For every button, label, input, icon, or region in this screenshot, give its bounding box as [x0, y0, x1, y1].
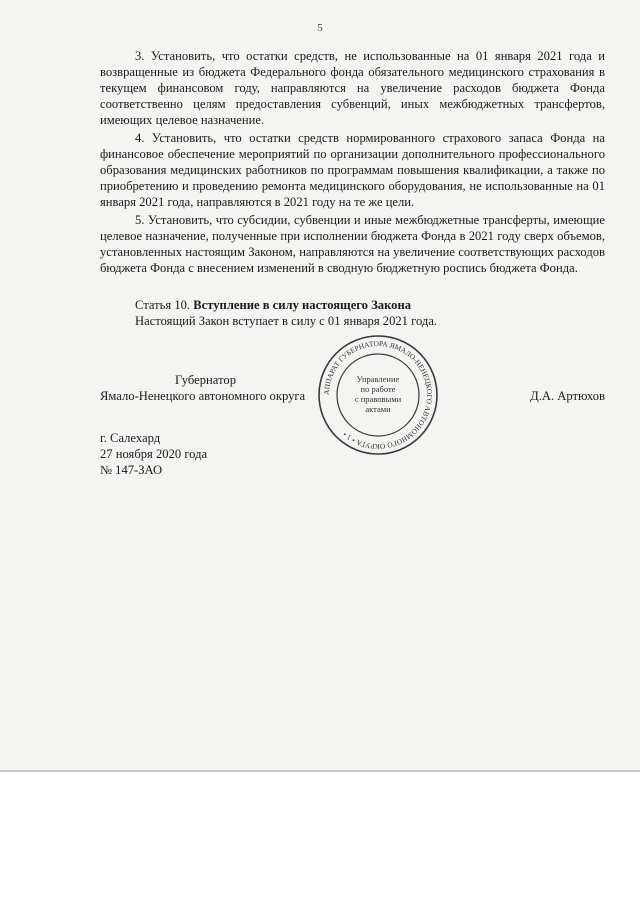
place-date-number [100, 430, 207, 478]
stamp-line-4: актами [365, 404, 391, 414]
signer-name: Д.А. Артюхов [530, 389, 605, 403]
stamp-line-1: Управление [356, 374, 400, 384]
article-title: Вступление в силу настоящего Закона [193, 298, 412, 312]
official-stamp [316, 333, 440, 457]
date: 27 ноября 2020 года [100, 447, 208, 461]
signer-title: Губернатор [175, 373, 236, 387]
signer-organization: Ямало-Ненецкого автономного округа [100, 389, 306, 403]
article-label: Статья 10. [135, 298, 191, 312]
law-number: № 147-ЗАО [100, 463, 163, 477]
article-heading [135, 297, 437, 313]
law-body [100, 48, 605, 278]
stamp-line-2: по работе [360, 384, 396, 394]
stamp-line-3: с правовыми [354, 394, 402, 404]
paragraph-3: 3. Установить, что остатки средств, не использованные на 01 января 2021 года и возвращенные из бюджета Федерального фонда обязательного медицинского страхования в текущем финансовом году, направляются на увеличение расходов бюджета Фонда соответственно целям предоставления субвенций, иных межбюджетных трансфертов, имеющих целевое назначение. [100, 49, 605, 127]
paragraph-4: 4. Установить, что остатки средств нормированного страхового запаса Фонда на финансовое обеспечение мероприятий по организации дополнительного профессионального образования медицинских работников по программам повышения квалификации, а также по приобретению и проведению ремонта медицинского оборудования, не использованные на 01 января 2021 года, направляются в 2021 году на те же цели. [100, 131, 605, 209]
page-number: 5 [317, 22, 323, 34]
paragraph-5: 5. Установить, что субсидии, субвенции и иные межбюджетные трансферты, имеющие целевое назначение, полученные при исполнении бюджета Фонда в 2021 году сверх объемов, установленных настоящим Законом, направляются на увеличение соответствующих расходов бюджета Фонда с внесением изменений в сводную бюджетную роспись бюджета Фонда. [100, 213, 605, 275]
article-10 [135, 297, 437, 329]
city: г. Салехард [100, 431, 161, 445]
stamp-ring-text: АППАРАТ ГУБЕРНАТОРА ЯМАЛО-НЕНЕЦКОГО АВТОНОМНОГО ОКРУГА • 1 • [321, 338, 435, 452]
article-text: Настоящий Закон вступает в силу с 01 января 2021 года. [135, 314, 438, 328]
